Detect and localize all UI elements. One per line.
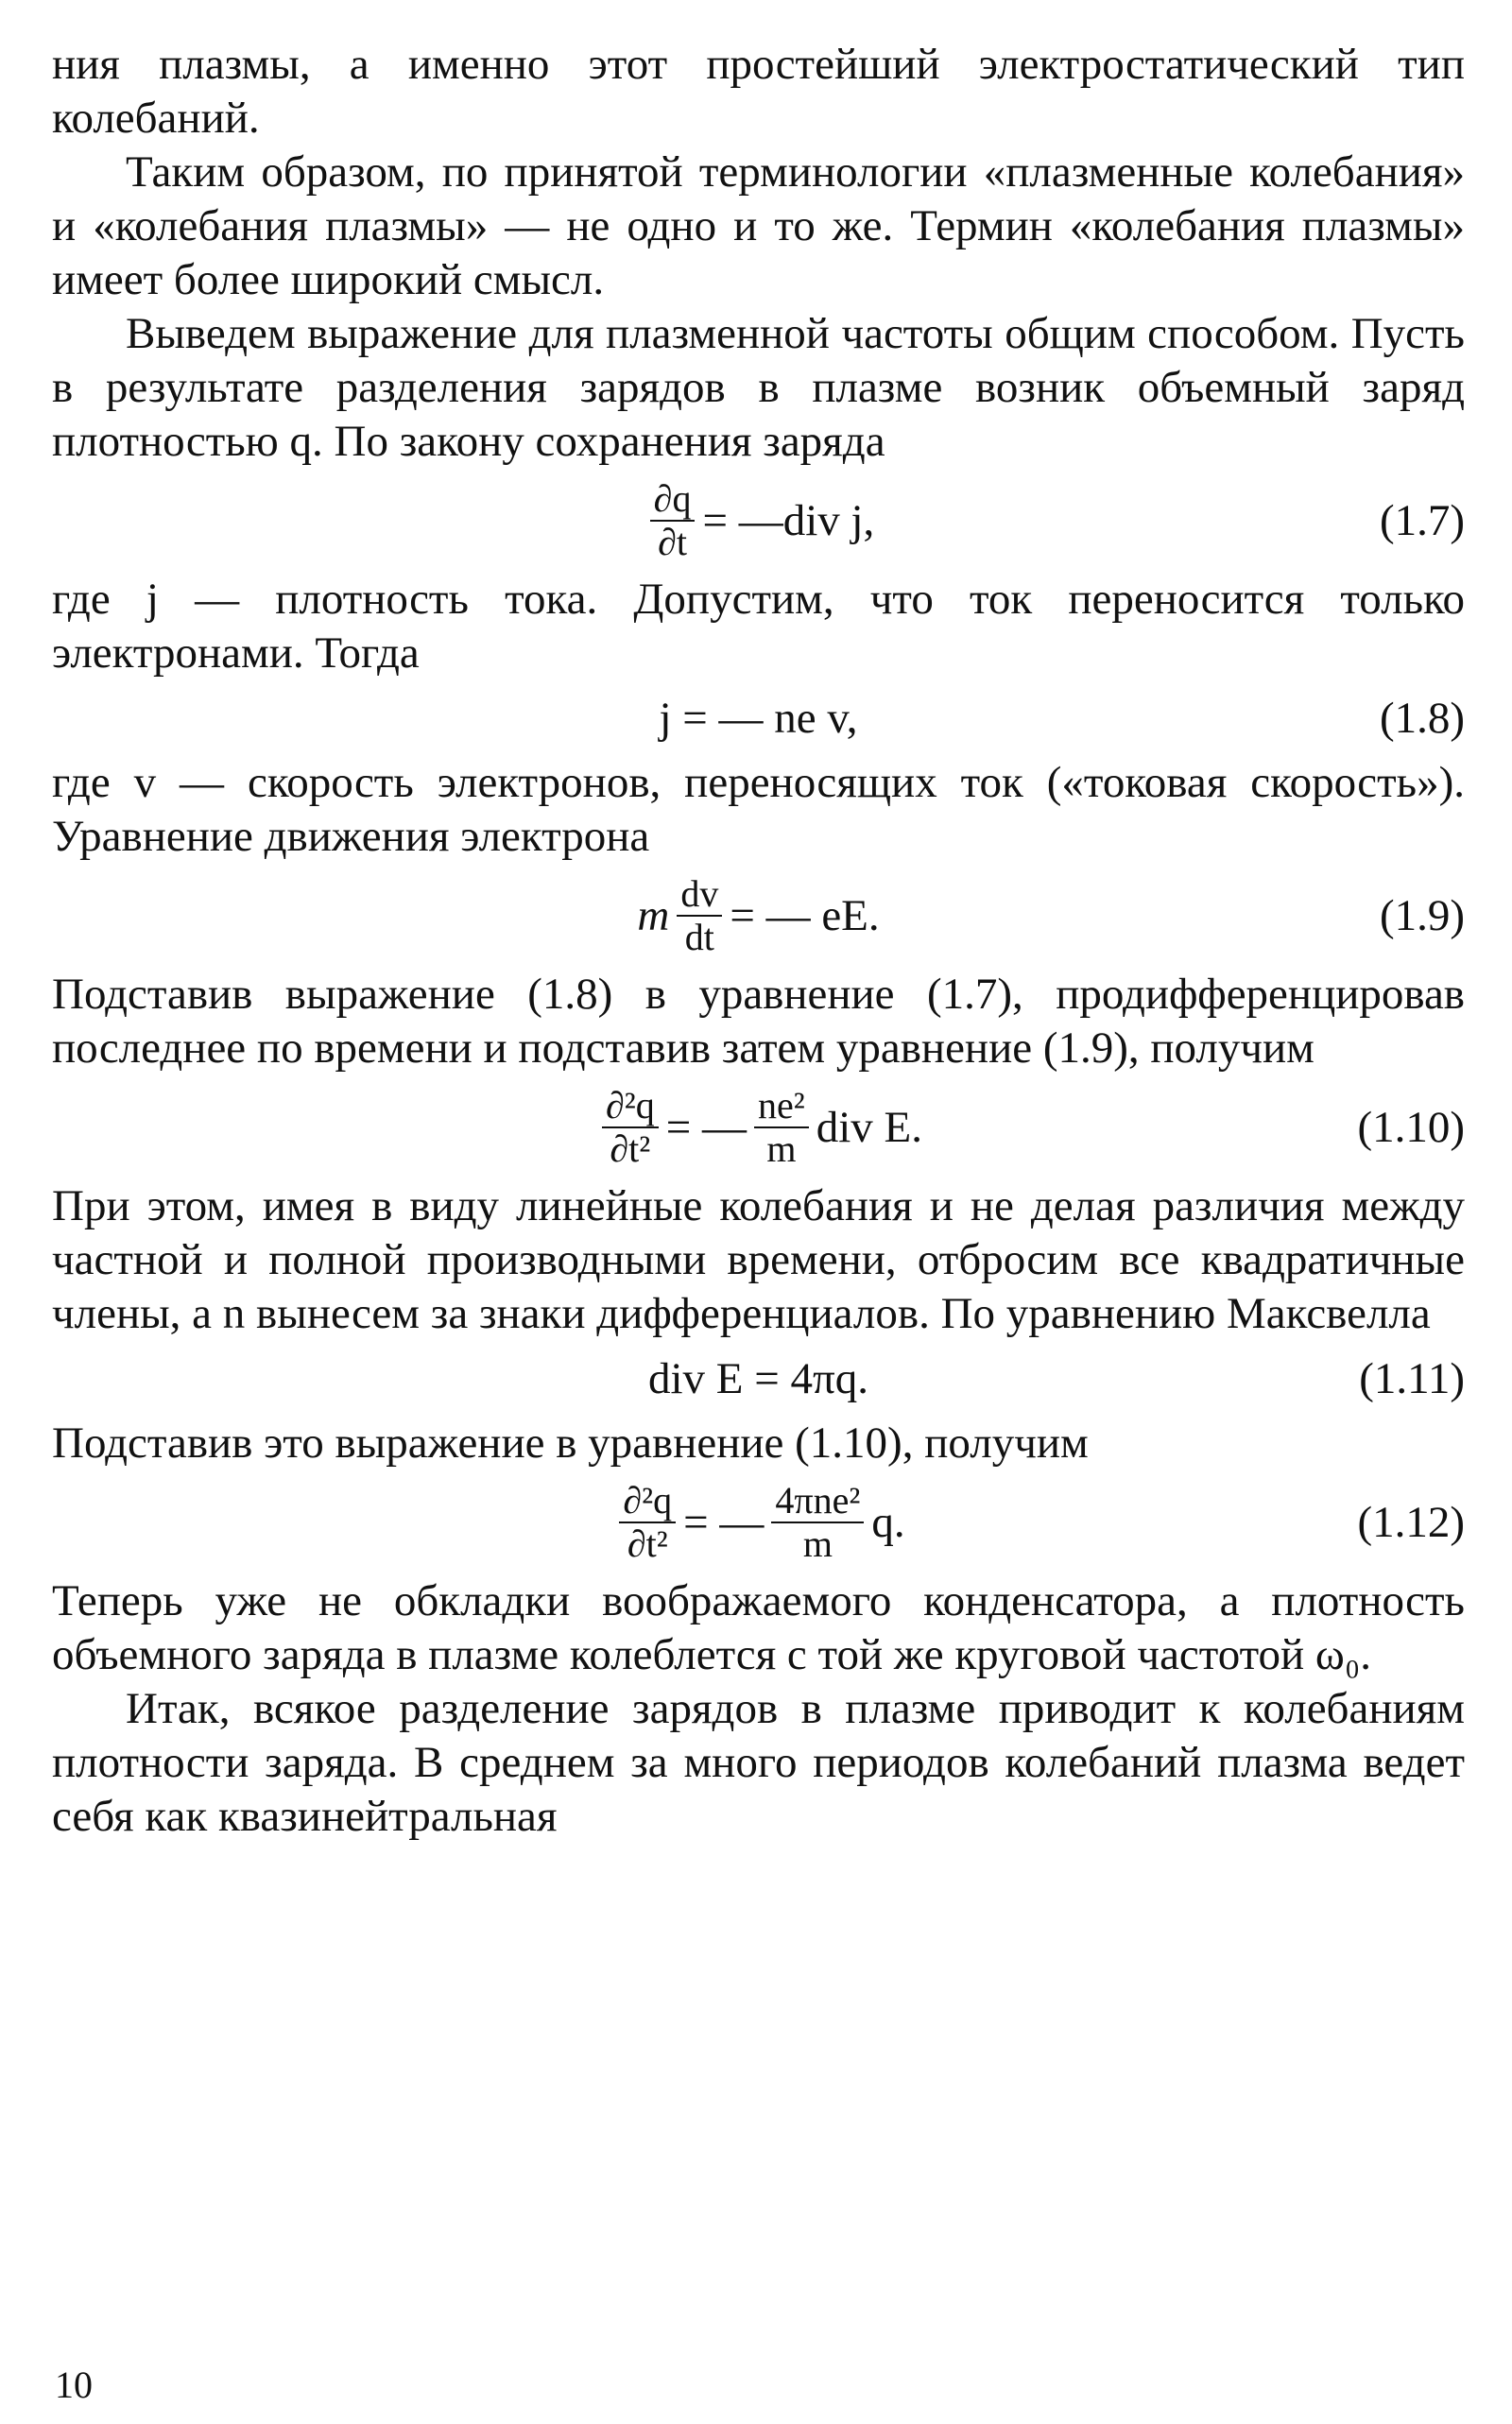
paragraph: Выведем выражение для плазменной частоты общим способом. Пусть в результате разделения зарядов в плазме возник объемный заряд плотностью q. По закону сохранения заряда [52,309,1465,466]
equation-number: (1.8) [1379,694,1465,743]
equation-1-11 [52,1341,1465,1417]
numerator: dv [677,873,722,917]
fraction [754,1085,809,1170]
equation-text: j = — ne v, [659,694,858,743]
denominator: ∂t² [627,1522,668,1565]
equation-rhs: div E. [816,1103,923,1152]
paragraph: где j — плотность тока. Допустим, что ток переносится только электронами. Тогда [52,575,1465,678]
fraction [619,1480,676,1565]
equation-number: (1.10) [1357,1103,1465,1152]
paragraph: Таким образом, по принятой терминологии «плазменные колебания» и «колебания плазмы» — не одно и то же. Термин «колебания плазмы» имеет более широкий смысл. [52,147,1465,304]
page-content [52,38,1465,1844]
fraction [771,1480,864,1565]
equation-text: div E = 4πq. [647,1354,868,1403]
equation-1-7 [52,469,1465,573]
numerator: 4πne² [771,1480,864,1523]
denominator: dt [684,916,714,958]
page-number: 10 [55,2364,93,2406]
fraction [677,873,722,958]
numerator: ∂q [650,478,696,522]
equation-number: (1.12) [1357,1498,1465,1547]
paragraph: ния плазмы, а именно этот простейший электростатический тип колебаний. [52,40,1465,143]
denominator: m [802,1522,833,1565]
denominator: m [766,1127,797,1170]
equation-rhs: = —div j, [702,496,875,545]
equation-1-9 [52,864,1465,968]
fraction [602,1085,659,1170]
paragraph: Подставив выражение (1.8) в уравнение (1.7), продифференцировав последнее по времени и подставив затем уравнение (1.9), получим [52,970,1465,1073]
equation-1-8 [52,680,1465,756]
equation-prefix: m [637,891,670,940]
numerator: ∂²q [602,1085,659,1128]
equation-number: (1.7) [1379,496,1465,545]
paragraph: Итак, всякое разделение зарядов в плазме приводит к колебаниям плотности заряда. В среднем за много периодов колебаний плазма ведет себя как квазинейтральная [52,1684,1465,1841]
fraction [650,478,696,563]
equation-operator: = — [683,1498,765,1547]
paragraph: При этом, имея в виду линейные колебания и не делая различия между частной и полной производными времени, отбросим все квадратичные члены, а n вынесем за знаки дифференциалов. По уравнению Максвелла [52,1181,1465,1338]
numerator: ne² [754,1085,809,1128]
paragraph: Теперь уже не обкладки воображаемого конденсатора, а плотность объемного заряда в плазме колеблется с той же круговой частотой ω₀. [52,1576,1465,1679]
equation-operator: = — [665,1103,747,1152]
equation-number: (1.11) [1359,1354,1465,1403]
paragraph: где v — скорость электронов, переносящих ток («токовая скорость»). Уравнение движения электрона [52,758,1465,861]
equation-rhs: = — eE. [730,891,880,940]
denominator: ∂t² [610,1127,651,1170]
equation-1-10 [52,1075,1465,1179]
equation-1-12 [52,1470,1465,1574]
equation-number: (1.9) [1379,891,1465,940]
denominator: ∂t [658,521,687,563]
paragraph: Подставив это выражение в уравнение (1.10), получим [52,1418,1089,1468]
equation-rhs: q. [871,1498,905,1547]
numerator: ∂²q [619,1480,676,1523]
